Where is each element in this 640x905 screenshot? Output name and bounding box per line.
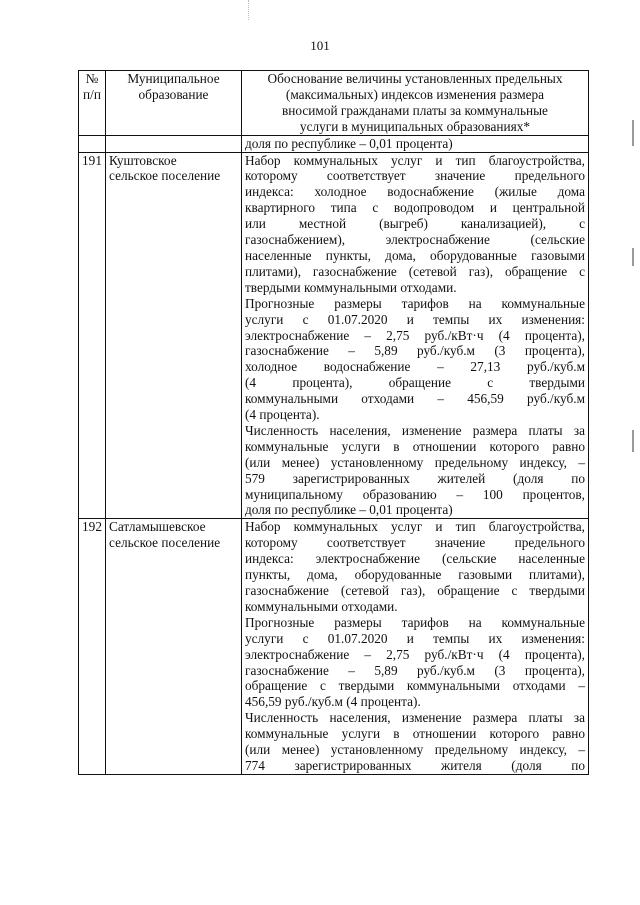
text-line: газоснабжение (сетевой газ), обращение с твердыми <box>245 583 585 598</box>
text-line: индекса: электроснабжение (сельские населенные <box>245 551 585 567</box>
text-line: холодное водоснабжение – 27,13 руб./куб.м <box>245 359 585 375</box>
municipality-line: Сатламышевское <box>109 519 206 535</box>
table-row-192 <box>79 519 589 775</box>
text-line: Прогнозные размеры тарифов на коммунальные <box>245 614 585 630</box>
continuation-number-cell <box>79 135 106 152</box>
paragraph-tariffs <box>245 296 585 423</box>
row-number: 192 <box>79 519 106 775</box>
municipality-line: Куштовское <box>109 152 177 168</box>
row-municipality <box>106 519 242 775</box>
row-number: 191 <box>79 152 106 519</box>
page-number: 101 <box>310 38 330 53</box>
text-line: коммунальные услуги в отношении которого равно <box>245 438 585 454</box>
municipality-line: сельское поселение <box>109 168 221 184</box>
table-header-row <box>79 71 589 136</box>
text-line: (или менее) установленному предельному индексу, – <box>245 454 585 470</box>
header-municipality-line: Муниципальное <box>127 71 220 86</box>
text-line: плитами), газоснабжение (сетевой газ), обращение с <box>245 263 585 279</box>
header-justification-line: вносимой гражданами платы за коммунальные <box>282 102 548 118</box>
text-line: услуги с 01.07.2020 и темпы их изменения: <box>245 630 585 646</box>
text-line: пункты, дома, оборудованные газовыми плитами), <box>245 567 585 583</box>
text-line: муниципальному образованию – 100 процентов, <box>245 486 585 502</box>
table-row-191 <box>79 152 589 519</box>
text-line: 774 зарегистрированных жителя (доля по <box>245 757 585 773</box>
text-line: Набор коммунальных услуг и тип благоустройства, <box>245 519 585 535</box>
text-line: Набор коммунальных услуг и тип благоустройства, <box>245 152 585 168</box>
text-line: населенные пункты, дома, оборудованные газовыми <box>245 247 585 263</box>
paragraph-utilities-set <box>245 153 585 296</box>
text-line: газоснабжением), электроснабжение (сельские <box>245 232 585 248</box>
header-municipality-cell <box>106 71 242 136</box>
text-line: коммунальными отходами. <box>245 598 398 614</box>
header-justification-line: услуги в муниципальных образованиях* <box>299 118 531 134</box>
text-line: Численность населения, изменение размера платы за <box>245 422 585 438</box>
text-line: электроснабжение – 2,75 руб./кВт·ч (4 процента), <box>245 646 585 662</box>
paragraph-tariffs <box>245 615 585 710</box>
text-line: которому соответствует значение предельного <box>245 168 585 184</box>
row-municipality <box>106 152 242 519</box>
paragraph-population <box>245 423 585 518</box>
scan-artifact-top <box>248 0 250 20</box>
text-line: твердыми коммунальными отходами. <box>245 279 457 295</box>
text-line: 456,59 руб./куб.м (4 процента). <box>245 694 421 710</box>
text-line: квартирного типа с водопроводом и центральной <box>245 200 585 216</box>
scan-artifact-edge-3 <box>632 430 634 452</box>
text-line: (4 процента). <box>245 407 320 423</box>
paragraph-utilities-set <box>245 519 585 614</box>
header-number-line: № <box>85 71 99 86</box>
header-justification-line: Обоснование величины установленных предельных <box>267 71 563 86</box>
text-line: электроснабжение – 2,75 руб./кВт·ч (4 процента), <box>245 327 585 343</box>
text-line: Прогнозные размеры тарифов на коммунальные <box>245 295 585 311</box>
paragraph-population <box>245 710 585 774</box>
header-justification-cell <box>242 71 589 136</box>
header-number-line: п/п <box>83 86 101 102</box>
continuation-text-cell <box>242 135 589 152</box>
header-justification-line: (максимальных) индексов изменения размера <box>285 86 545 102</box>
municipality-line: сельское поселение <box>109 535 221 551</box>
text-line: газоснабжение – 5,89 руб./куб.м (3 процента), <box>245 662 585 678</box>
text-line: 579 зарегистрированных жителей (доля по <box>245 470 585 486</box>
text-line: доля по республике – 0,01 процента) <box>245 502 453 518</box>
scan-artifact-edge-1 <box>632 120 634 146</box>
text-line: индекса: холодное водоснабжение (жилые дома <box>245 184 585 200</box>
continuation-row <box>79 135 589 152</box>
text-line: (4 процента), обращение с твердыми <box>245 375 585 391</box>
text-line: услуги с 01.07.2020 и темпы их изменения: <box>245 311 585 327</box>
header-number-cell <box>79 71 106 136</box>
tariff-justification-table <box>78 70 589 775</box>
text-line: обращение с твердыми коммунальными отходами – <box>245 678 585 694</box>
header-municipality-line: образование <box>138 86 209 102</box>
scan-artifact-edge-2 <box>632 248 634 266</box>
text-line: которому соответствует значение предельного <box>245 535 585 551</box>
row-justification <box>242 519 589 775</box>
continuation-text: доля по республике – 0,01 процента) <box>245 135 453 151</box>
text-line: коммунальными отходами – 456,59 руб./куб.м <box>245 391 585 407</box>
text-line: или местной (выгреб) канализацией), с <box>245 216 585 232</box>
text-line: Численность населения, изменение размера платы за <box>245 710 585 726</box>
row-justification <box>242 152 589 519</box>
text-line: (или менее) установленному предельному индексу, – <box>245 742 585 758</box>
continuation-municipality-cell <box>106 135 242 152</box>
text-line: газоснабжение – 5,89 руб./куб.м (3 процента), <box>245 343 585 359</box>
text-line: коммунальные услуги в отношении которого равно <box>245 726 585 742</box>
